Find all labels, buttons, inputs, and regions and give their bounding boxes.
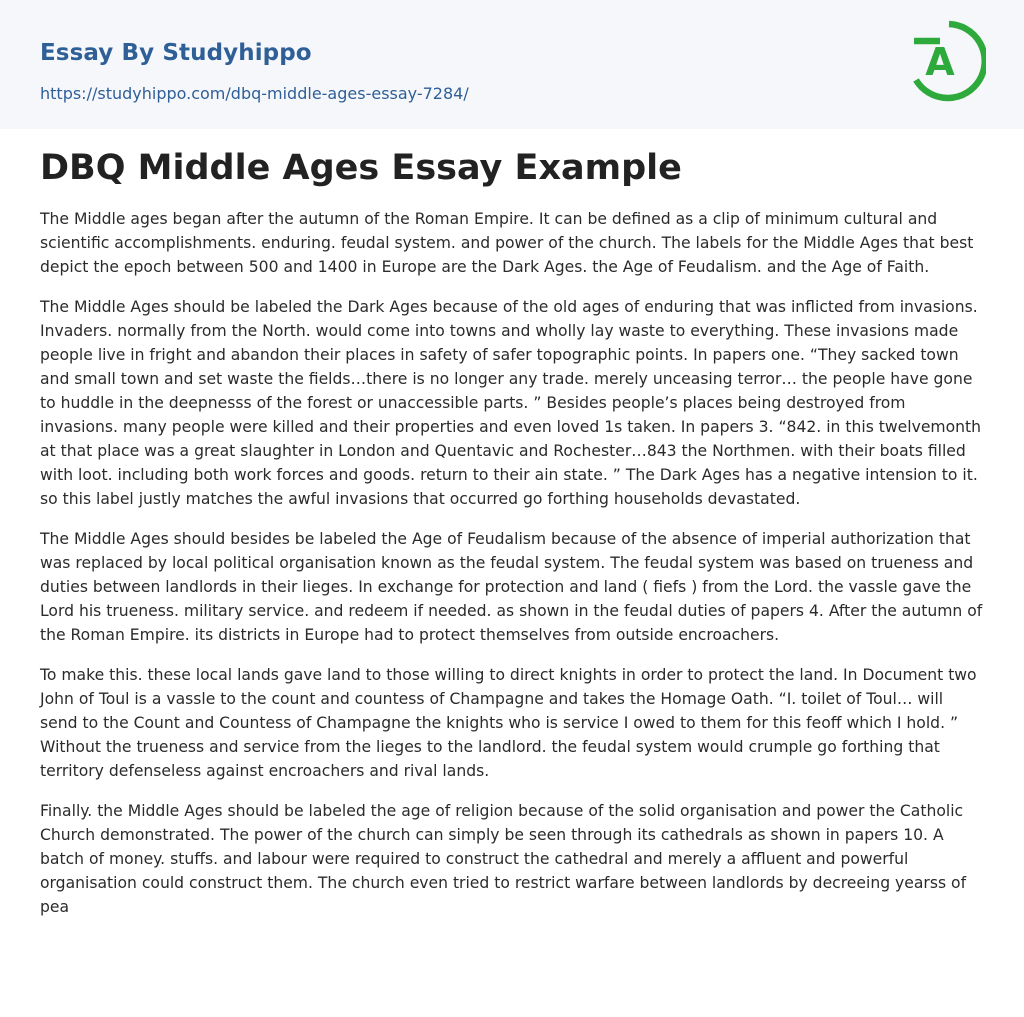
logo-letter: A bbox=[925, 40, 955, 84]
paragraph-5: Finally. the Middle Ages should be labeled the age of religion because of the solid organisation and power the Catholic Church demonstrated. The power of the church can simply be seen through its cathedrals as shown in papers 10. A batch of money. stuffs. and labour were required to construct the cathedral and merely a affluent and powerful organisation could construct them. The church even tried to restrict warfare between landlords by decreeing yearss of pea bbox=[40, 802, 967, 916]
paragraph-4: To make this. these local lands gave land to those willing to direct knights in order to protect the land. In Document two John of Toul is a vassle to the count and countess of Champagne and takes the Homage Oath. “I. toilet of Toul… will send to the Count and Countess of Champagne the knights who is service I owed to them for this feoff which I hold. ” Without the trueness and service from the lieges to the landlord. the feudal system would crumple go forthing that territory defenseless against encroachers and rival lands. bbox=[40, 666, 977, 780]
paragraph-2: The Middle Ages should be labeled the Dark Ages because of the old ages of enduring that was inflicted from invasions. Invaders. normally from the North. would come into towns and wholly lay waste to everything. These invasions made people live in fright and abandon their places in safety of safer topographic points. In papers one. “They sacked town and small town and set waste the fields…there is no longer any trade. merely unceasing terror… the people have gone to huddle in the deepnesss of the forest or unaccessible parts. ” Besides people’s places being destroyed from invasions. many people were killed and their properties and even loved 1s taken. In papers 3. “842. in this twelvemonth at that place was a great slaughter in London and Quentavic and Rochester…843 the Northmen. with their boats filled with loot. including both work forces and goods. return to their ain state. ” The Dark Ages has a negative intension to it. so this label justly matches the awful invasions that occurred go forthing households devastated. bbox=[40, 298, 982, 508]
site-title[interactable]: Essay By Studyhippo bbox=[40, 40, 312, 66]
site-header bbox=[0, 0, 1024, 129]
paragraph-3: The Middle Ages should besides be labeled the Age of Feudalism because of the absence of imperial authorization that was replaced by local political organisation known as the feudal system. The feudal system was based on trueness and duties between landlords in their lieges. In exchange for protection and land ( fiefs ) from the Lord. the vassle gave the Lord his trueness. military service. and redeem if needed. as shown in the feudal duties of papers 4. After the autumn of the Roman Empire. its districts in Europe had to protect themselves from outside encroachers. bbox=[40, 530, 983, 644]
article bbox=[40, 129, 985, 935]
source-url-link[interactable]: https://studyhippo.com/dbq-middle-ages-essay-7284/ bbox=[40, 84, 469, 103]
studyhippo-logo-icon[interactable] bbox=[912, 20, 986, 104]
paragraph-1: The Middle ages began after the autumn of the Roman Empire. It can be defined as a clip of minimum cultural and scientific accomplishments. enduring. feudal system. and power of the church. The labels for the Middle Ages that best depict the epoch between 500 and 1400 in Europe are the Dark Ages. the Age of Feudalism. and the Age of Faith. bbox=[40, 210, 974, 276]
essay-title: DBQ Middle Ages Essay Example bbox=[40, 148, 682, 188]
